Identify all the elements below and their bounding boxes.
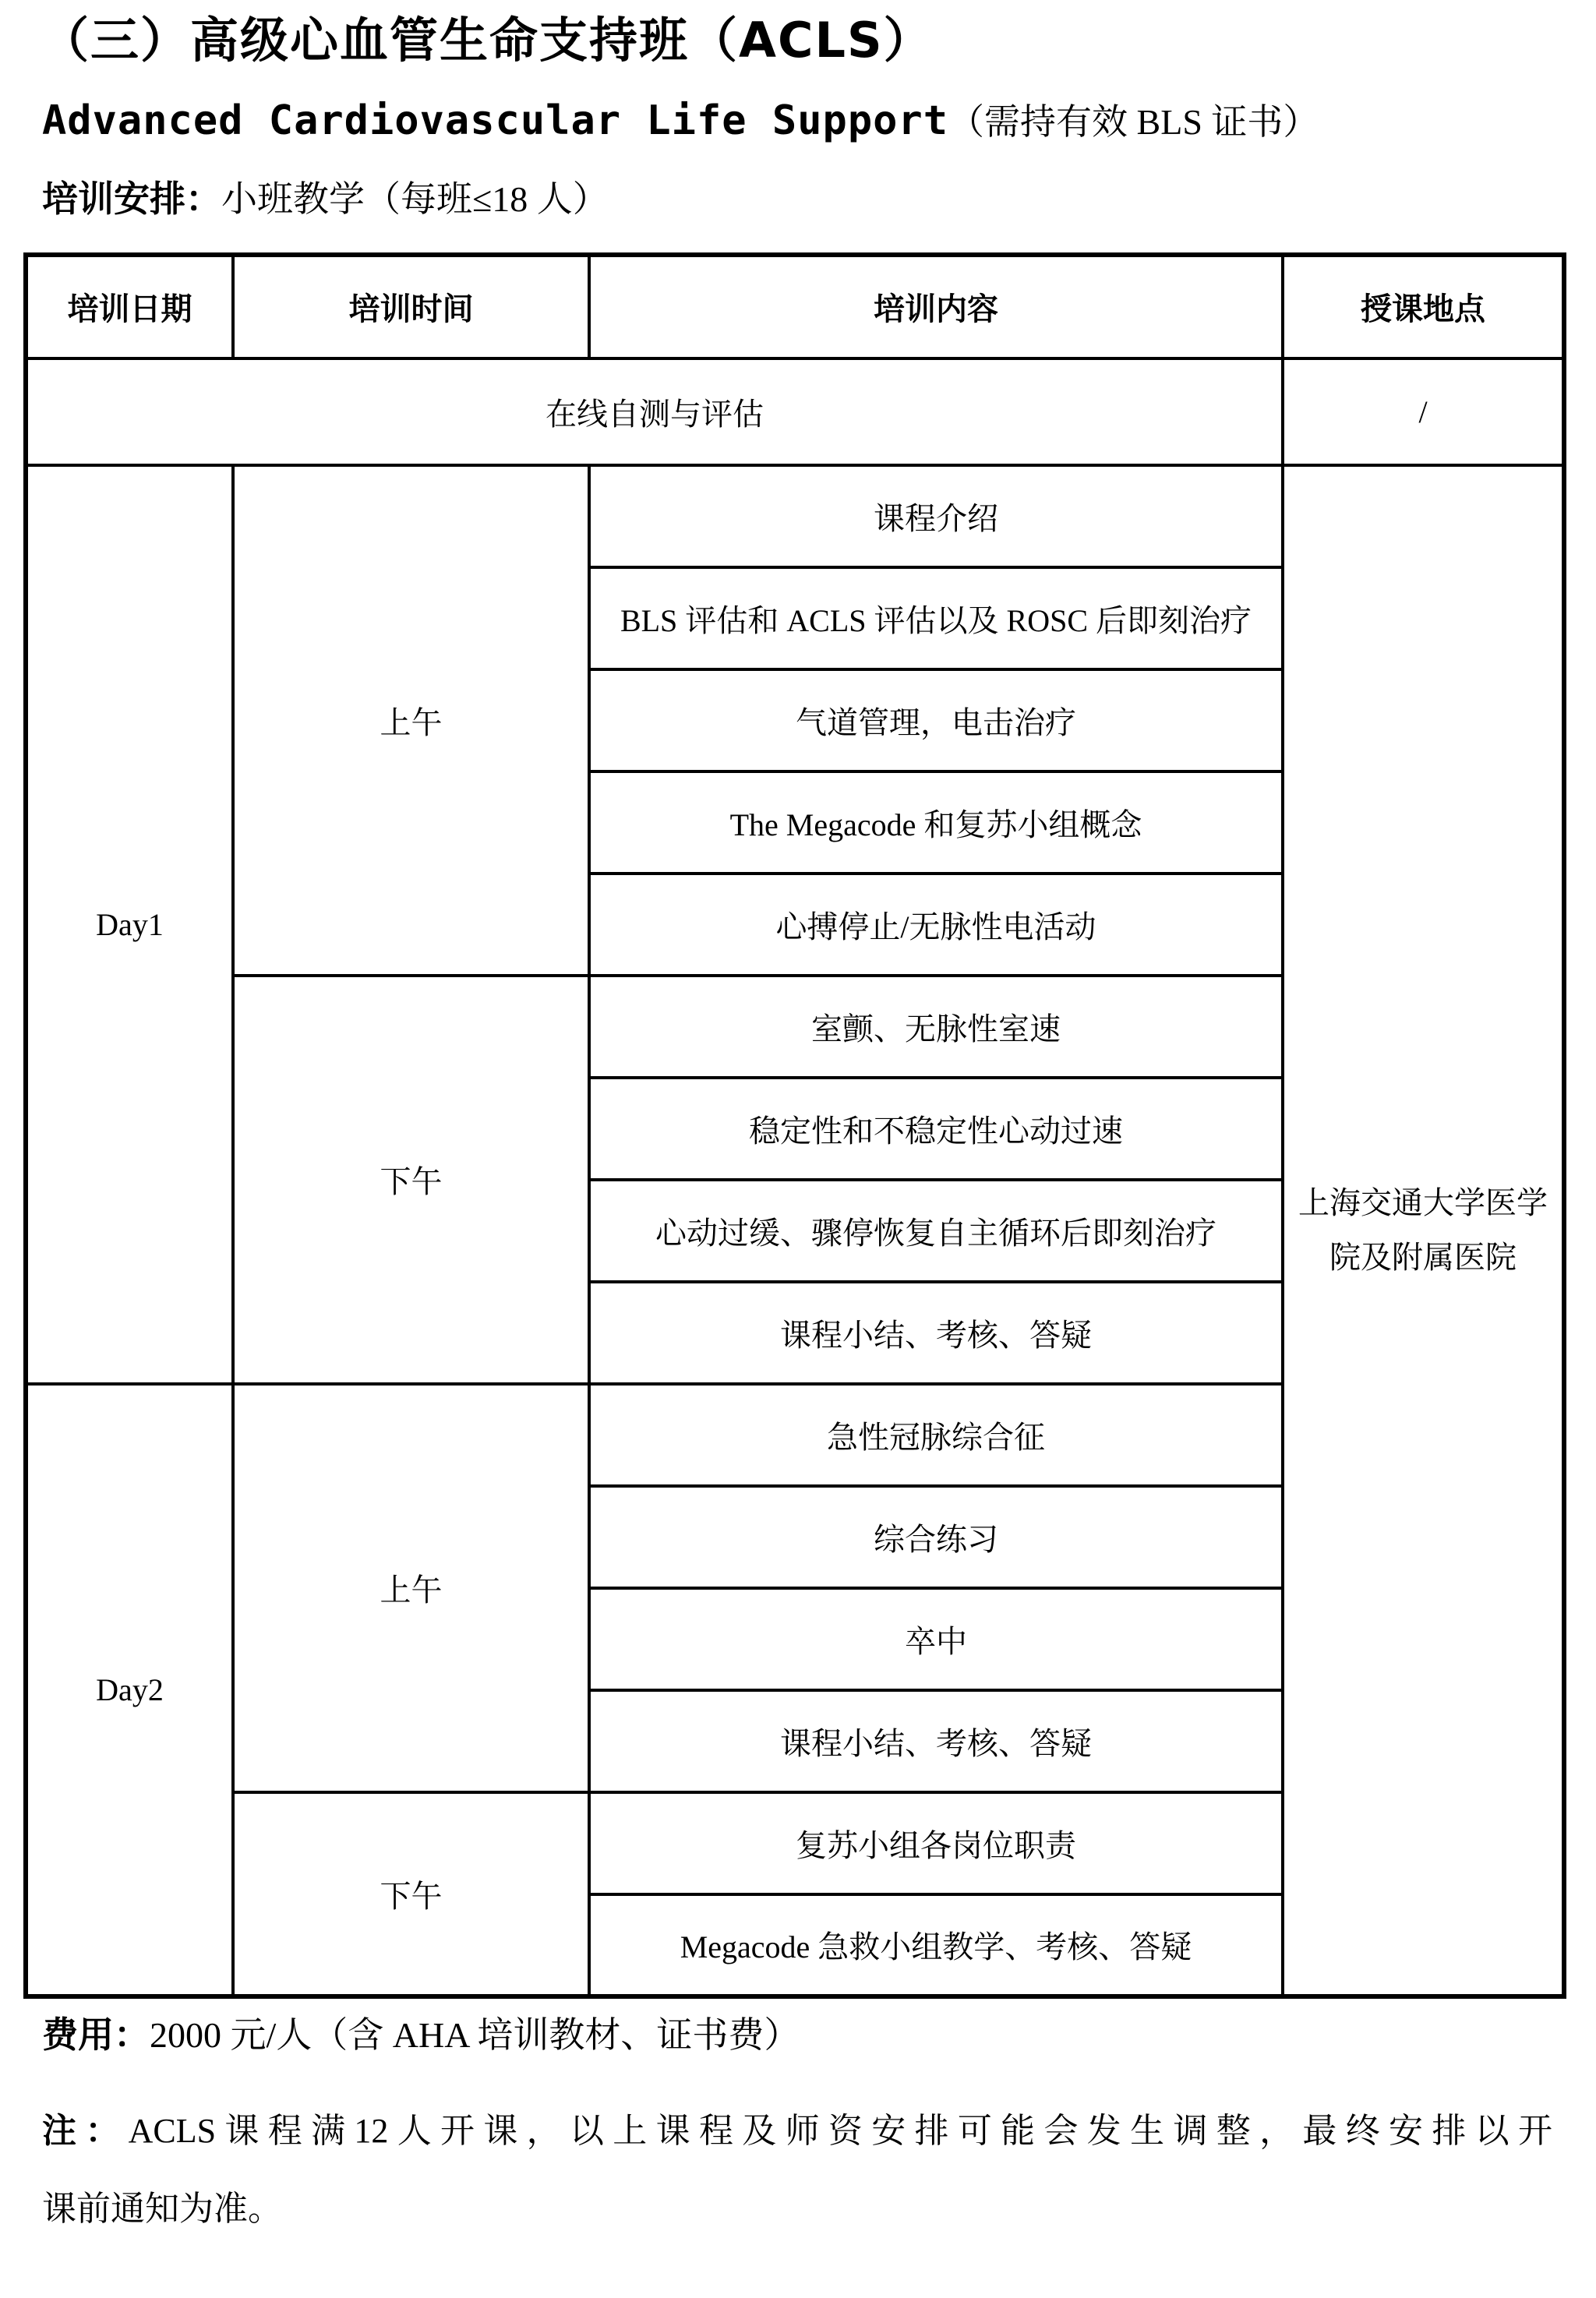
table-header-row <box>26 255 1564 358</box>
training-arrangement <box>42 178 1557 221</box>
day1-cell: Day1 <box>26 465 233 1384</box>
content-cell: BLS 评估和 ACLS 评估以及 ROSC 后即刻治疗 <box>589 567 1283 669</box>
content-cell: 室颤、无脉性室速 <box>589 976 1283 1078</box>
fee-value: 2000 元/人（含 AHA 培训教材、证书费） <box>150 2014 800 2055</box>
arrangement-label: 培训安排： <box>42 179 221 220</box>
content-cell: 课程小结、考核、答疑 <box>589 1690 1283 1792</box>
note-label: 注： <box>42 2111 129 2150</box>
day2-afternoon-cell: 下午 <box>233 1792 589 1996</box>
content-cell: Megacode 急救小组教学、考核、答疑 <box>589 1894 1283 1996</box>
page-title: （三）高级心血管生命支持班（ACLS） <box>41 12 934 69</box>
day1-afternoon-cell: 下午 <box>233 976 589 1384</box>
content-cell: 复苏小组各岗位职责 <box>589 1792 1283 1894</box>
content-cell: 气道管理，电击治疗 <box>589 669 1283 771</box>
note-line-1 <box>42 2092 1552 2170</box>
column-header-location: 授课地点 <box>1283 255 1564 358</box>
content-cell: 课程介绍 <box>589 465 1283 567</box>
table-row <box>26 465 1564 567</box>
day2-morning-cell: 上午 <box>233 1384 589 1792</box>
course-name-english: Advanced Cardiovascular Life Support <box>42 97 949 145</box>
day2-cell: Day2 <box>26 1384 233 1996</box>
note-line-2: 课前通知为准。 <box>42 2189 282 2228</box>
content-cell: 卒中 <box>589 1588 1283 1690</box>
note-text-1: ACLS课程满12人开课，以上课程及师资安排可能会发生调整，最终安排以开 <box>128 2111 1553 2150</box>
online-assessment-row <box>26 358 1564 465</box>
arrangement-value: 小班教学（每班≤18 人） <box>221 179 609 220</box>
location-cell: 上海交通大学医学院及附属医院 <box>1283 465 1564 1996</box>
document-page <box>0 12 1596 2298</box>
day1-morning-cell: 上午 <box>233 465 589 976</box>
prerequisite-note: （需持有效 BLS 证书） <box>948 102 1319 143</box>
content-cell: 心动过缓、骤停恢复自主循环后即刻治疗 <box>589 1180 1283 1282</box>
online-assessment-location-cell: / <box>1283 358 1564 465</box>
column-header-date: 培训日期 <box>26 255 233 358</box>
content-cell: 心搏停止/无脉性电活动 <box>589 874 1283 976</box>
note-paragraph <box>42 2092 1552 2248</box>
content-cell: 稳定性和不稳定性心动过速 <box>589 1078 1283 1180</box>
column-header-time: 培训时间 <box>233 255 589 358</box>
course-subtitle <box>42 99 1557 143</box>
fee-line <box>42 2011 1557 2060</box>
content-cell: 综合练习 <box>589 1486 1283 1588</box>
schedule-table <box>23 252 1566 1999</box>
content-cell: The Megacode 和复苏小组概念 <box>589 771 1283 874</box>
fee-label: 费用： <box>42 2014 150 2055</box>
content-cell: 急性冠脉综合征 <box>589 1384 1283 1486</box>
content-cell: 课程小结、考核、答疑 <box>589 1282 1283 1384</box>
column-header-content: 培训内容 <box>589 255 1283 358</box>
online-assessment-cell: 在线自测与评估 <box>26 358 1283 465</box>
